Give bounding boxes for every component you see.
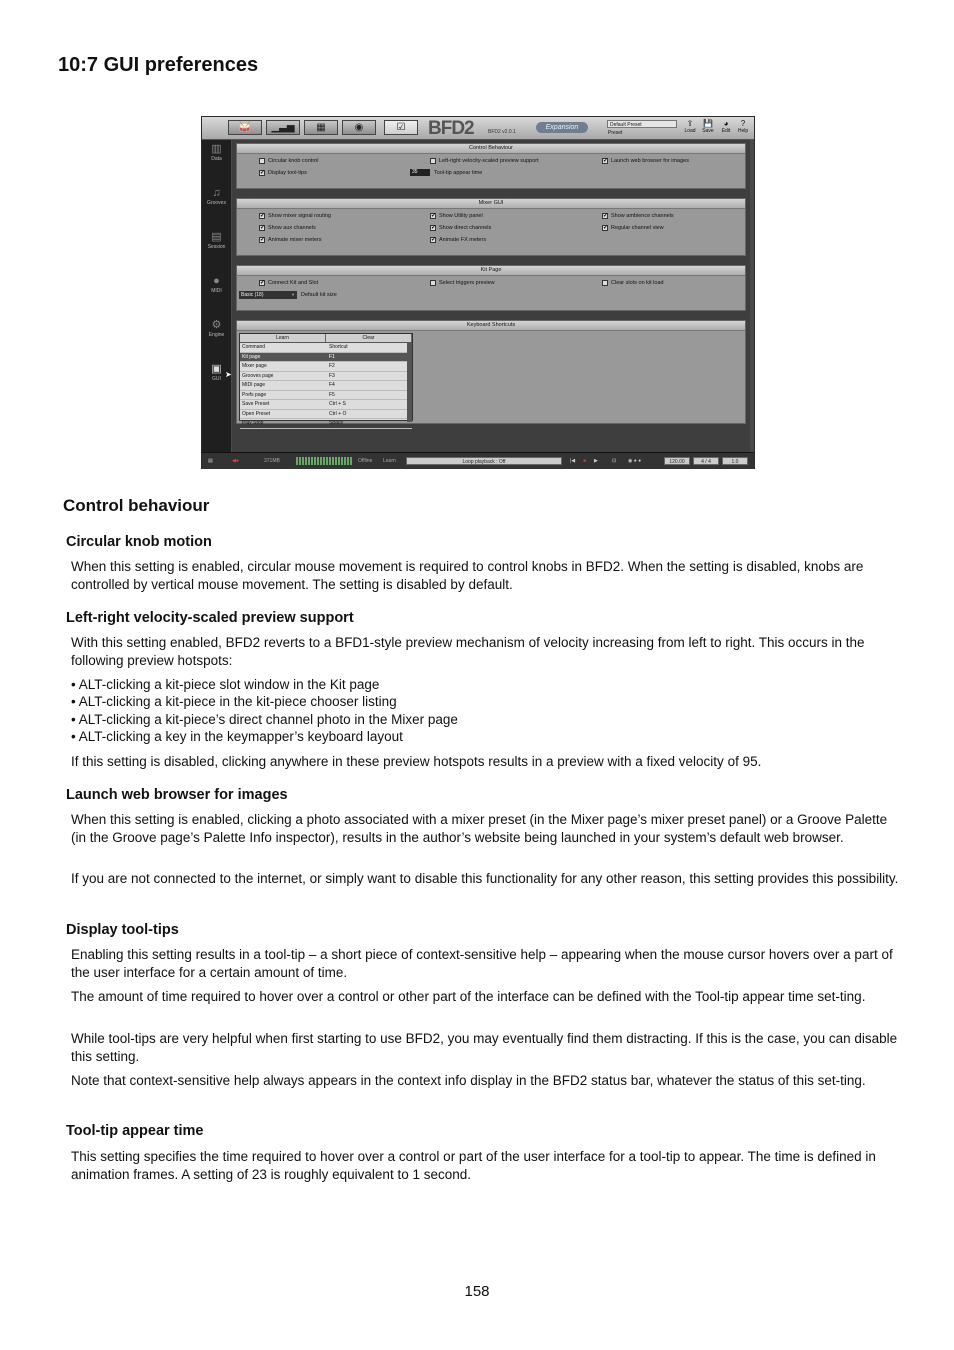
left-right-option[interactable]: Left-right velocity-scaled preview support <box>430 158 539 164</box>
regular-view-option[interactable]: ✓ Regular channel view <box>603 225 664 231</box>
page-number: 158 <box>464 1283 490 1300</box>
cpu-meter <box>296 457 352 465</box>
tooltips-paragraph-2: The amount of time required to hover over a control or other part of the interface can be defined with the Tool-tip appear time set-ting. <box>71 989 866 1004</box>
sidebar-item-midi[interactable]: ● MIDI <box>202 275 231 294</box>
sidebar-item-gui[interactable]: ▣ GUI <box>202 363 231 382</box>
list-item: • ALT-clicking a kit-piece’s direct channel photo in the Mixer page <box>71 711 458 727</box>
version-label: BFD2 v2.0.1 <box>488 129 516 135</box>
table-row[interactable]: Prefs page F5 <box>240 391 412 401</box>
section-header: Keyboard Shortcuts <box>237 321 745 331</box>
section-title: Control behaviour <box>63 496 210 515</box>
mixer-gui-section <box>236 198 746 256</box>
load-button[interactable]: ⇪ Load <box>684 119 696 134</box>
table-row[interactable]: Kit page F1 <box>240 353 412 363</box>
edit-icon: ◕ <box>723 119 729 128</box>
record-icons[interactable]: ◉ ● ● <box>628 458 642 464</box>
section-header: Mixer GUI <box>237 199 745 209</box>
menu-icon[interactable]: ▤ <box>208 458 213 464</box>
table-row[interactable]: MIDI page F4 <box>240 381 412 391</box>
sidebar-item-grooves[interactable]: ♫ Grooves <box>202 187 231 206</box>
rewind-icon[interactable]: |◀ <box>570 458 576 464</box>
grooves-icon: ♫ <box>212 187 221 199</box>
page-title: 10:7 GUI preferences <box>58 54 259 76</box>
help-icon: ? <box>740 119 746 128</box>
connect-kit-option[interactable]: ✓ Connect Kit and Slot <box>260 280 319 286</box>
table-row[interactable]: Grooves page F3 <box>240 372 412 382</box>
launch-heading: Launch web browser for images <box>66 787 288 803</box>
tooltips-paragraph: Enabling this setting results in a tool-tip – a short piece of context-sensitive help – appearing when the mouse cursor hovers over a part of the user interface for a certain amount of time. <box>71 947 893 980</box>
show-utility-option[interactable]: ✓ Show Utility panel <box>431 213 483 219</box>
tempo-display[interactable]: 120.00 <box>664 457 690 465</box>
circular-paragraph: When this setting is enabled, circular mouse movement is required to control knobs in BFD2. When the setting is disabled, knobs are controlled by vertical mouse movement. The setting is disabled by default. <box>71 559 864 592</box>
animate-fx-option[interactable]: ✓ Animate FX meters <box>431 237 487 243</box>
engine-icon: ⚙ <box>211 319 222 331</box>
clear-button[interactable]: Clear <box>326 334 412 342</box>
sidebar-item-session[interactable]: ▤ Session <box>202 231 231 250</box>
session-icon: ▤ <box>211 231 222 243</box>
shortcuts-table <box>239 333 413 426</box>
play-icon[interactable]: ▶ <box>594 458 598 464</box>
preferences-icon[interactable]: ☑ <box>384 120 418 135</box>
checkbox[interactable]: ✓ <box>603 158 609 164</box>
time-signature-display[interactable]: 4 / 4 <box>693 457 719 465</box>
launch-paragraph-2: If you are not connected to the internet, or simply want to disable this functionality for any other reason, this setting provides this possibility. <box>71 871 899 886</box>
status-bar <box>202 452 754 469</box>
tooltips-paragraph-4: Note that context-sensitive help always appears in the context info display in the BFD2 status bar, whatever the status of this set-ting. <box>71 1073 866 1088</box>
help-button[interactable]: ? Help <box>737 119 749 134</box>
learn-button[interactable]: Learn <box>240 334 326 342</box>
kit-page-section <box>236 265 746 311</box>
tooltips-paragraph-3: While tool-tips are very helpful when first starting to use BFD2, you may eventually find them distracting. If this is the case, you can disable this setting. <box>71 1031 898 1064</box>
offline-toggle[interactable]: Offline <box>358 458 373 464</box>
tooltip-time-option[interactable]: 35 Tool-tip appear time <box>412 169 483 176</box>
speaker-icon[interactable]: ◀● <box>232 458 239 464</box>
tooltips-heading: Display tool-tips <box>66 922 179 938</box>
circular-heading: Circular knob motion <box>66 534 212 550</box>
section-header: Control Behaviour <box>237 144 745 154</box>
kit-size-dropdown[interactable]: Basic (18) ▼ <box>239 291 297 299</box>
list-item: • ALT-clicking a kit-piece slot window in the Kit page <box>71 677 380 692</box>
stop-icon[interactable]: ■ <box>583 458 587 464</box>
load-icon: ⇪ <box>686 119 694 128</box>
hotspot-list <box>71 676 901 745</box>
metronome-icon[interactable]: ⊡ <box>612 458 617 464</box>
gui-icon: ▣ <box>211 363 222 375</box>
tooltip-time-heading: Tool-tip appear time <box>66 1123 204 1139</box>
table-row[interactable]: Command Shortcut <box>240 343 412 353</box>
checkbox[interactable]: ✓ <box>260 170 266 176</box>
data-icon: ▥ <box>211 143 222 155</box>
launch-web-option[interactable]: ✓ Launch web browser for images <box>603 158 689 164</box>
checkbox[interactable] <box>259 158 265 164</box>
show-ambience-option[interactable]: ✓ Show ambience channels <box>603 213 674 219</box>
display-tooltips-option[interactable]: ✓ Display tool-tips <box>260 170 307 176</box>
sidebar-item-data[interactable]: ▥ Data <box>202 143 231 162</box>
keyboard-shortcuts-section <box>236 320 746 424</box>
table-scrollbar[interactable] <box>407 342 412 422</box>
top-toolbar <box>202 117 754 140</box>
key-mapper-icon[interactable]: ◉ <box>342 120 376 135</box>
kit-size-option[interactable]: Basic (18) ▼ Default kit size <box>239 291 337 299</box>
left-right-paragraph-2: If this setting is disabled, clicking anywhere in these preview hotspots results in a preview with a fixed velocity of 95. <box>71 754 762 769</box>
sidebar-item-engine[interactable]: ⚙ Engine <box>202 319 231 338</box>
left-right-heading: Left-right velocity-scaled preview support <box>66 610 354 626</box>
animate-mixer-option[interactable]: ✓ Animate mixer meters <box>260 237 322 243</box>
table-row[interactable]: Open Preset Ctrl + O <box>240 410 412 420</box>
tooltip-time-input[interactable]: 35 <box>410 169 430 176</box>
circular-knob-option[interactable]: Circular knob control <box>259 158 318 164</box>
preferences-panel <box>232 140 750 452</box>
mixer-icon[interactable]: ▁▃▅ <box>266 120 300 135</box>
left-right-paragraph: With this setting enabled, BFD2 reverts to a BFD1-style preview mechanism of velocity increasing from left to right. This occurs in the following preview hotspots: <box>71 635 865 668</box>
clear-slots-option[interactable]: Clear slots on kit load <box>602 280 664 286</box>
drum-kit-icon[interactable]: 🥁 <box>228 120 262 135</box>
preset-field[interactable]: Default Preset <box>607 120 677 128</box>
save-icon: 💾 <box>703 119 713 128</box>
bfd2-logo: BFD2 <box>428 118 474 139</box>
sidebar <box>202 140 231 452</box>
tooltip-time-paragraph: This setting specifies the time required to hover over a control or part of the user interface for a tool-tip to appear. The time is defined in animation frames. A setting of 23 is roughly equivalent to 1 second. <box>71 1149 876 1182</box>
show-mixer-routing-option[interactable]: ✓ Show mixer signal routing <box>260 213 331 219</box>
section-header: Kit Page <box>237 266 745 276</box>
table-row[interactable]: Mixer page F2 <box>240 362 412 372</box>
table-row[interactable]: Save Preset Ctrl + S <box>240 400 412 410</box>
edit-button[interactable]: ◕ Edit <box>721 119 731 134</box>
select-triggers-option[interactable]: Select triggers preview <box>430 280 495 286</box>
launch-paragraph: When this setting is enabled, clicking a photo associated with a mixer preset (in the Mixer page’s mixer preset panel) or a Groove Palette (in the Groove page’s Palette Info inspector), results in the author’s website being launched in your system’s default web browser. <box>71 812 888 845</box>
loop-playback-display[interactable]: Loop playback : Off <box>406 457 562 465</box>
bfd2-screenshot <box>201 116 755 469</box>
list-item: • ALT-clicking a key in the keymapper’s keyboard layout <box>71 728 403 744</box>
preset-label: Preset <box>608 130 623 136</box>
learn-toggle[interactable]: Learn <box>383 458 396 464</box>
groove-editor-icon[interactable]: ▦ <box>304 120 338 135</box>
show-direct-option[interactable]: ✓ Show direct channels <box>431 225 492 231</box>
save-button[interactable]: 💾 Save <box>702 119 714 134</box>
position-display[interactable]: 1.0 <box>722 457 748 465</box>
mouse-cursor-icon: ➤ <box>225 370 232 379</box>
expansion-badge: Expansion <box>536 122 588 133</box>
table-row[interactable]: Play Stop Space <box>240 419 412 429</box>
checkbox[interactable] <box>430 158 436 164</box>
show-aux-option[interactable]: ✓ Show aux channels <box>260 225 316 231</box>
midi-icon: ● <box>213 275 220 287</box>
list-item: • ALT-clicking a kit-piece in the kit-piece chooser listing <box>71 694 397 710</box>
memory-readout: 371MB <box>264 458 280 464</box>
control-behaviour-section <box>236 143 746 189</box>
